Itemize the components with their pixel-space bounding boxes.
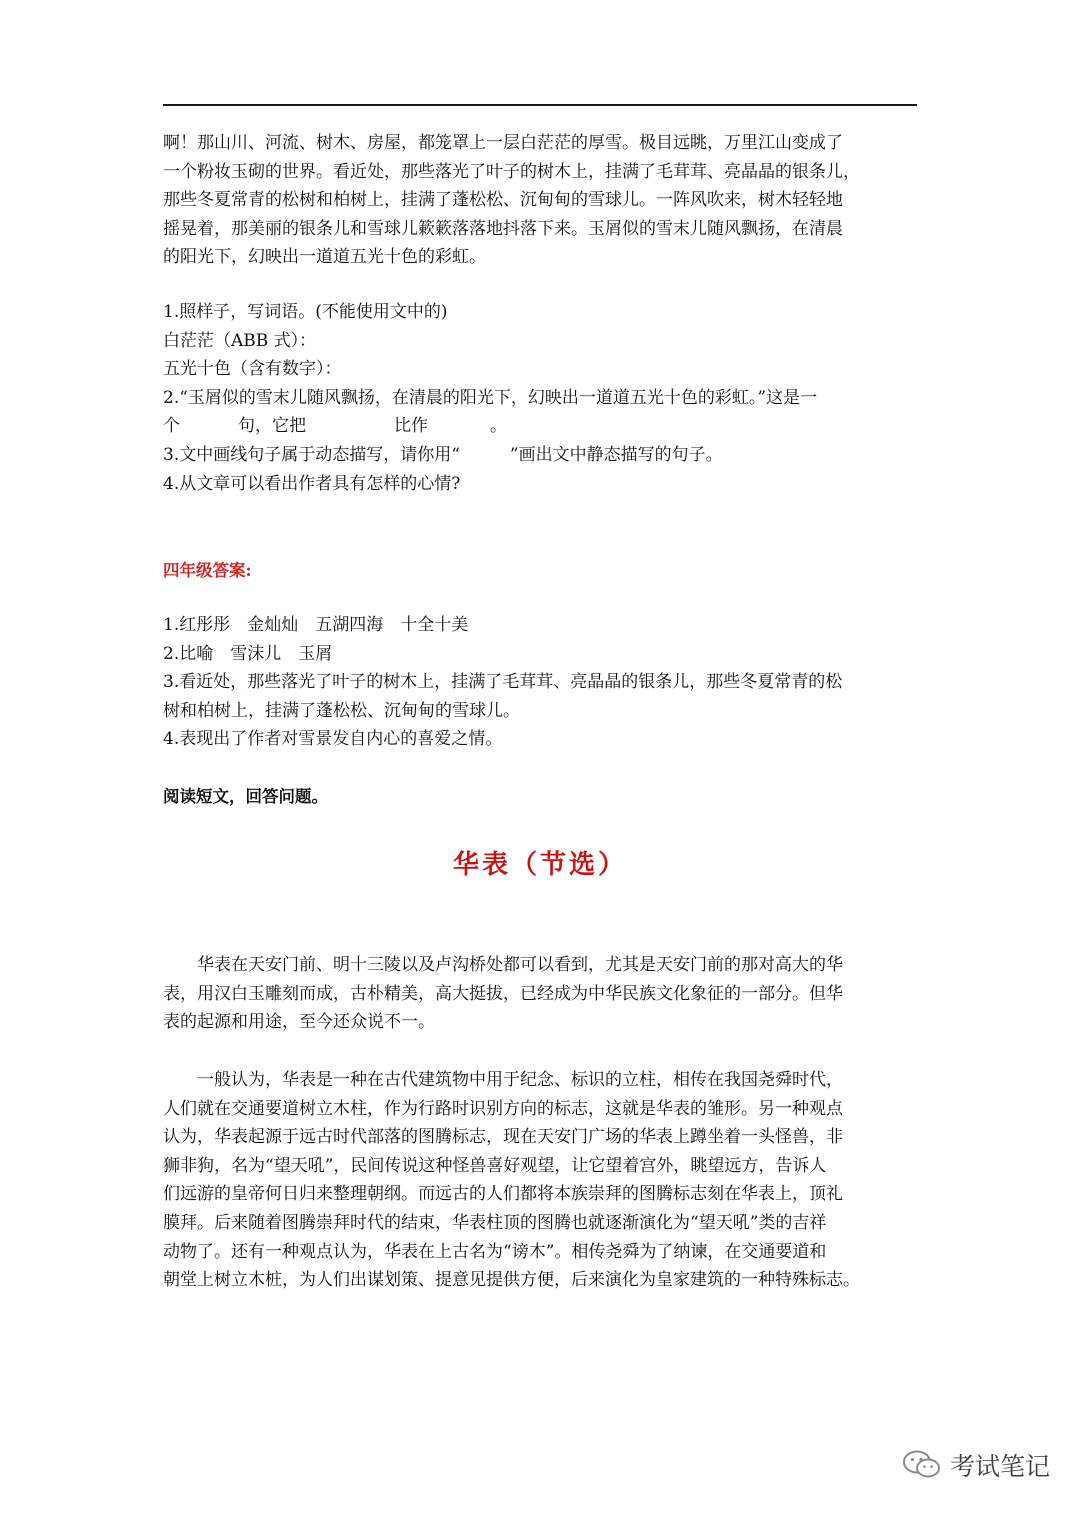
passage-line: 啊！那山川、河流、树木、房屋，都笼罩上一层白茫茫的厚雪。极目远眺，万里江山变成了 (163, 133, 843, 153)
question-1: 1.照样子，写词语。(不能使用文中的) (163, 302, 448, 322)
paragraph-line: 们远游的皇帝何日归来整理朝纲。而远古的人们都将本族崇拜的图腾标志刻在华表上，顶礼 (163, 1184, 843, 1205)
article-paragraph-2 (163, 1066, 923, 1295)
answer-1: 1.红彤彤 金灿灿 五湖四海 十全十美 (163, 615, 469, 635)
paragraph-line: 膜拜。后来随着图腾崇拜时代的结束，华表柱顶的图腾也就逐渐演化为“望天吼”类的吉祥 (163, 1212, 827, 1233)
question-2-part3: 比作 (394, 416, 428, 437)
paragraph-line: 一般认为，华表是一种在古代建筑物中用于纪念、标识的立柱，相传在我国尧舜时代， (197, 1070, 843, 1090)
question-3-part1: 3.文中画线句子属于动态描写，请你用“ (163, 444, 460, 465)
passage-line: 的阳光下，幻映出一道道五光十色的彩虹。 (163, 247, 486, 268)
question-3 (163, 441, 923, 470)
paragraph-line: 朝堂上树立木桩，为人们出谋划策、提意见提供方便，后来演化为皇家建筑的一种特殊标志。 (163, 1270, 860, 1291)
answer-2: 2.比喻 雪沫儿 玉屑 (163, 643, 333, 664)
answer-3-line2: 树和柏树上，挂满了蓬松松、沉甸甸的雪球儿。 (163, 700, 520, 721)
question-3-part2: ”画出文中静态描写的句子。 (509, 444, 723, 465)
question-4: 4.从文章可以看出作者具有怎样的心情? (163, 473, 461, 494)
wechat-icon (902, 1449, 942, 1481)
paragraph-line: 狮非狗，名为“望天吼”，民间传说这种怪兽喜好观望，让它望着宫外，眺望远方，告诉人 (163, 1155, 827, 1176)
answer-3-line1: 3.看近处，那些落光了叶子的树木上，挂满了毛茸茸、亮晶晶的银条儿，那些冬夏常青的松 (163, 672, 843, 693)
question-2-line1: 2.“玉屑似的雪末儿随风飘扬，在清晨的阳光下，幻映出一道道五光十色的彩虹。”这是一 (163, 387, 818, 408)
header-rule (163, 104, 917, 106)
passage-line: 摇晃着，那美丽的银条儿和雪球儿簌簌落落地抖落下来。玉屑似的雪末儿随风飘扬，在清晨 (163, 218, 843, 239)
passage-line: 一个粉妆玉砌的世界。看近处，那些落光了叶子的树木上，挂满了毛茸茸、亮晶晶的银条儿， (163, 161, 860, 182)
paragraph-line: 表，用汉白玉雕刻而成，古朴精美，高大挺拔，已经成为中华民族文化象征的一部分。但华 (163, 983, 843, 1004)
article-paragraph-1 (163, 951, 923, 1037)
article-title: 华表（节选） (452, 850, 627, 880)
passage-snow (163, 129, 923, 272)
watermark (902, 1443, 1050, 1487)
question-2-part1: 个 (163, 416, 180, 437)
paragraph-line: 表的起源和用途，至今还众说不一。 (163, 1012, 435, 1033)
question-1b: 五光十色（含有数字）： (163, 359, 342, 380)
watermark-text: 考试笔记 (950, 1452, 1051, 1481)
paragraph-line: 人们就在交通要道树立木柱，作为行路时识别方向的标志，这就是华表的雏形。另一种观点 (163, 1098, 843, 1119)
question-2-line2 (163, 412, 923, 441)
question-2-part2: 句，它把 (238, 416, 306, 437)
paragraph-line: 华表在天安门前、明十三陵以及卢沟桥处都可以看到，尤其是天安门前的那对高大的华 (197, 955, 843, 975)
question-1a: 白茫茫（ABB 式）： (163, 330, 317, 351)
passage-line: 那些冬夏常青的松树和柏树上，挂满了蓬松松、沉甸甸的雪球儿。一阵风吹来，树木轻轻地 (163, 190, 843, 211)
question-2-part4: 。 (490, 416, 507, 437)
answers-heading: 四年级答案: (163, 561, 252, 580)
answers (163, 611, 923, 754)
reading-instruction: 阅读短文，回答问题。 (163, 787, 328, 806)
paragraph-line: 动物了。还有一种观点认为，华表在上古名为“谤木”。相传尧舜为了纳谏，在交通要道和 (163, 1241, 827, 1262)
questions (163, 298, 923, 498)
paragraph-line: 认为，华表起源于远古时代部落的图腾标志，现在天安门广场的华表上蹲坐着一头怪兽，非 (163, 1127, 843, 1148)
answer-4: 4.表现出了作者对雪景发自内心的喜爱之情。 (163, 729, 503, 750)
